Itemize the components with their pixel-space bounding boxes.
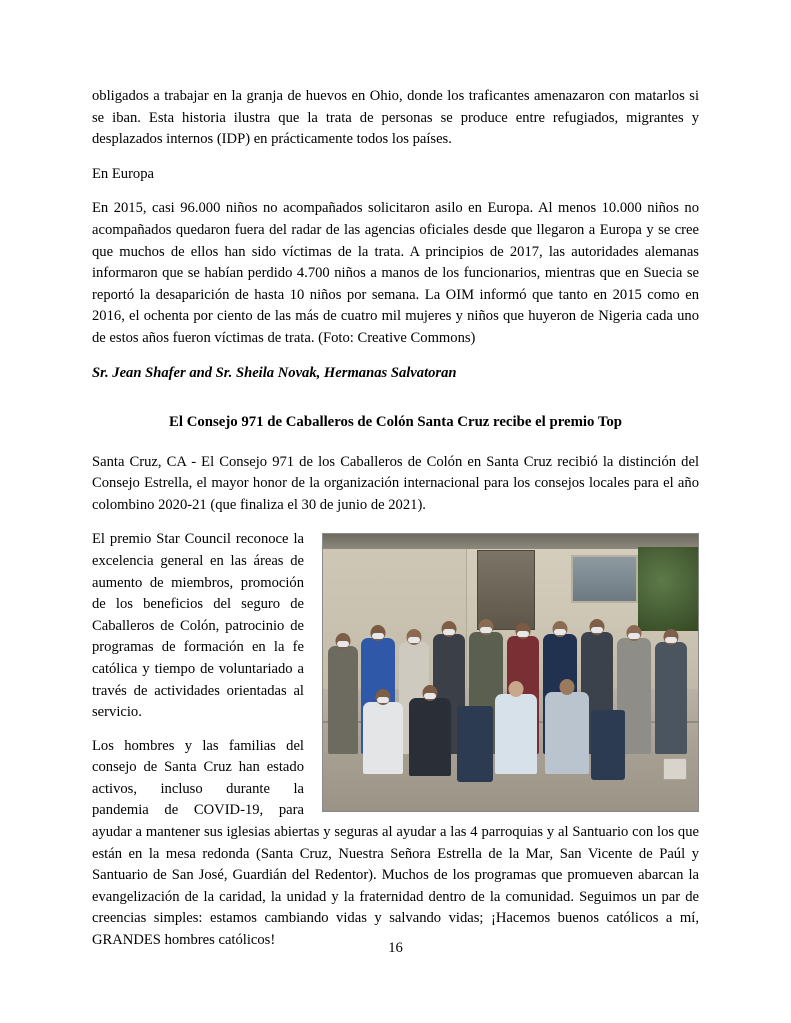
- article-title: El Consejo 971 de Caballeros de Colón Santa Cruz recibe el premio Top: [169, 414, 622, 431]
- photo-face-mask: [424, 693, 436, 699]
- paragraph-europe: En 2015, casi 96.000 niños no acompañados solicitaron asilo en Europa. Al menos 10.000 niños no acompañados quedaron fuera del radar de las agencias oficiales desde que llegaron a Europa y se cree que muchos de ellos han sido víctimas de la trata. A principios de 2017, las autoridades alemanas informaron que se habían perdido 4.700 niños a manos de los funcionarios, mientras que en Suecia se reportó la desaparición de hasta 10 niños por semana. La OIM informó que tanto en 2015 como en 2016, el ochenta por ciento de las más de cuatro mil mujeres y niños que huyeron de Nigeria cada uno de estos años fueron víctimas de trata. (Foto: Creative Commons): [92, 200, 699, 346]
- photo-face-mask: [665, 637, 677, 643]
- photo-chair-right: [591, 710, 625, 780]
- photo-face-mask: [443, 629, 455, 635]
- article-paragraph-3: Los hombres y las familias del consejo de Santa Cruz han estado activos, incluso durante la pandemia de COVID-19, para ayudar a mantener sus iglesias abiertas y seguras al ayudar a las 4 parroquias y al Santuario con los que están en la mesa redonda (Santa Cruz, Nuestra Señora Estrella de la Mar, San Vicente de Paúl y Santuario de San José, Guardián del Redentor). Muchos de los programas que promueven abarcan la evangelización de la caridad, la unidad y la fraternidad dentro de la comunidad. Seguimos un par de creencias simples: estamos cambiando vidas y salvando vidas; ¡Hacemos buenos católicos a mí, GRANDES hombres católicos!: [92, 737, 699, 949]
- photo-doorway: [477, 550, 535, 629]
- photo-window: [571, 555, 639, 602]
- article-paragraph-2: El premio Star Council reconoce la excelencia general en las áreas de aumento de miembros, promoción de los beneficios del seguro de Caballeros de Colón, patrocinio de programas de formación en la fe católica y tiempo de voluntariado a través de actividades orientadas al servicio.: [92, 531, 304, 721]
- photo-person-front-kneeling-1: [363, 702, 403, 774]
- photo-shrub: [638, 547, 698, 631]
- photo-chair-left: [457, 706, 493, 782]
- photo-face-mask: [377, 697, 389, 703]
- photo-face-mask: [591, 627, 603, 633]
- photo-face-mask: [554, 629, 566, 635]
- photo-face-mask: [517, 631, 529, 637]
- photo-bucket: [663, 758, 687, 780]
- photo-face-mask: [480, 627, 492, 633]
- article-body-with-photo: [92, 529, 699, 964]
- photo-person-seated-1: [495, 694, 537, 774]
- article-paragraph-1: Santa Cruz, CA - El Consejo 971 de los Caballeros de Colón en Santa Cruz recibió la distinción del Consejo Estrella, el mayor honor de la organización internacional para los consejos locales para el año colombino 2020-21 (que finaliza el 30 de junio de 2021).: [92, 453, 699, 513]
- photo-person-back-1: [328, 646, 358, 754]
- group-photo: [322, 533, 699, 812]
- photo-face-mask: [372, 633, 384, 639]
- photo-person-seated-2: [545, 692, 589, 774]
- photo-person-head: [560, 679, 575, 695]
- photo-face-mask: [337, 641, 349, 647]
- photo-person-back-10: [655, 642, 687, 754]
- byline-authors: Sr. Jean Shafer and Sr. Sheila Novak, Hermanas Salvatoran: [92, 364, 457, 381]
- photo-face-mask: [408, 637, 420, 643]
- photo-person-head: [509, 681, 524, 697]
- page-content: [92, 86, 699, 965]
- page-number: 16: [388, 940, 403, 956]
- paragraph-continuation: obligados a trabajar en la granja de huevos en Ohio, donde los traficantes amenazaron con matarlos si se iban. Esta historia ilustra que la trata de personas se produce entre refugiados, migrantes y desplazados internos (IDP) en prácticamente todos los países.: [92, 88, 699, 148]
- section-heading-en-europa: En Europa: [92, 165, 155, 182]
- photo-face-mask: [628, 633, 640, 639]
- photo-person-front-kneeling-2: [409, 698, 451, 776]
